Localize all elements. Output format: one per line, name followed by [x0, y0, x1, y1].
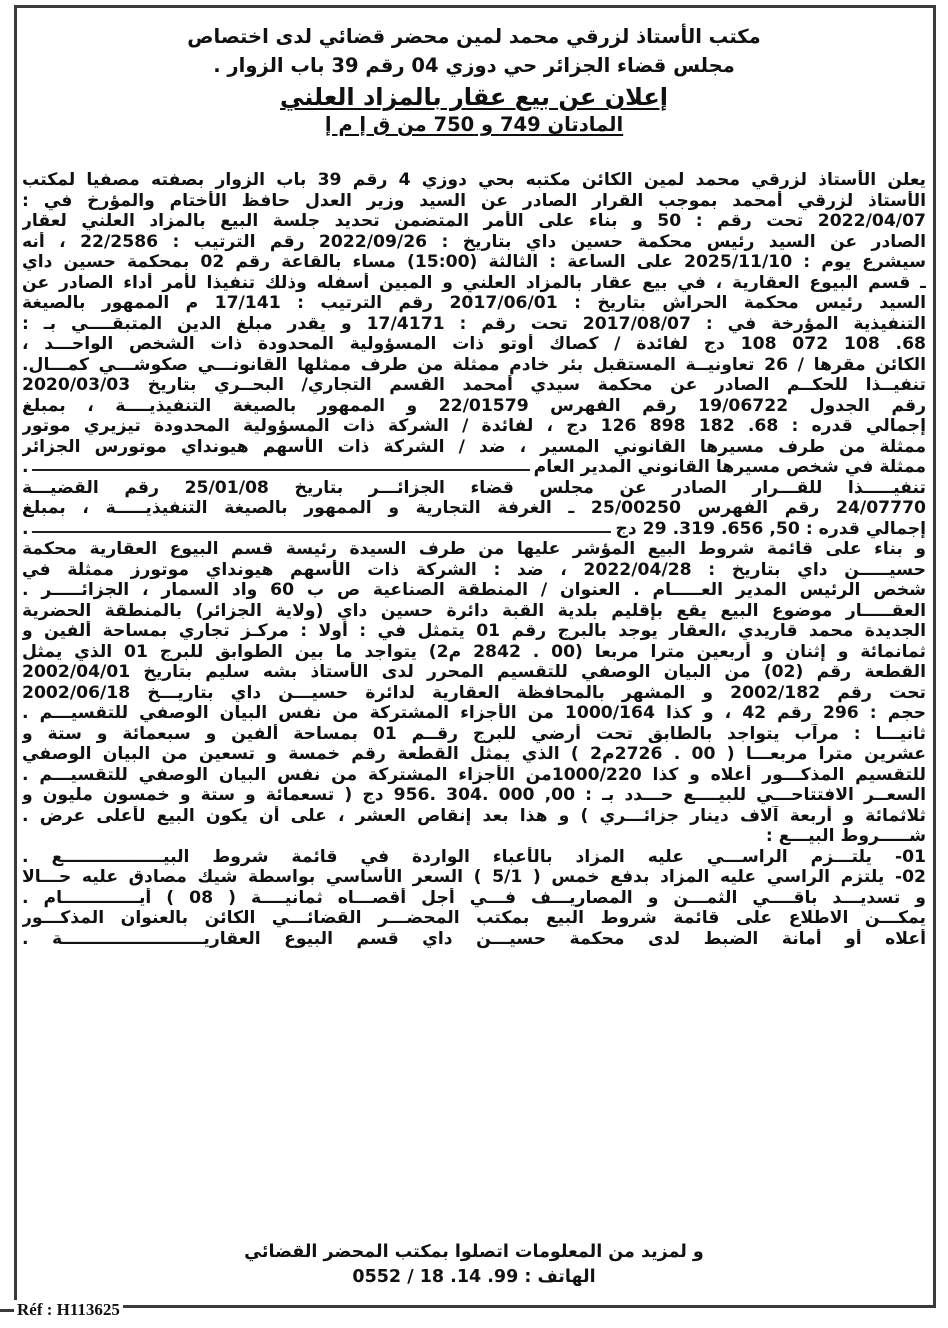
legal-articles: المادتان 749 و 750 من ق إ م إ: [324, 113, 624, 136]
closing-line: أعلاه أو أمانة الضبط لدى محكمة حسيـــن داي قسم البيوع العقاريــــــــــــــــــــــــة .: [22, 928, 926, 949]
body-line: القطعة رقم (02) من البيان الوصفي للتقسيم المحرر لدى الأستاذ بشه سليم بتاريخ 2002/04/01: [22, 662, 926, 682]
condition-item: 01- يلتـــزم الراســـي عليه المزاد بالأعباء الواردة في قائمة شروط البيـــــــــــــــــع .: [22, 846, 926, 867]
reference-bar: [0, 1300, 940, 1320]
body-line: ثلاثمائة و أربعة آلاف دينار جزائـــري ) و هذا بعد إنقاص العشر ، على أن يكون البيع لأعلى عرض .: [22, 805, 926, 826]
body-line: تحت رقم 2002/182 و المشهر بالمحافظة العقارية لدائرة حسيـــن داي بتاريـــخ 2002/06/18: [22, 682, 926, 703]
body-line: للتقسيم المذكـــور أعلاه و كذا 1000/220من الأجزاء المشتركة من نفس البيان الوصفي للتقسيـــم .: [22, 764, 926, 785]
office-address: مجلس قضاء الجزائر حي دوزي 04 رقم 39 باب الزوار .: [213, 54, 735, 77]
body-line: ثانيـــا : مرآب يتواجد بالطابق تحت أرضي للبرج رقــم 01 بمساحة ألفين و سبعمائة و ستة و: [22, 723, 926, 744]
condition-item: و تسديـــد باقــــي الثمـــن و المصاريـــف فـــي أجل أقصـــاه ثمانيــــة ( 08 ) أيـــــــــــــام .: [22, 887, 926, 908]
body-line: و بناء على قائمة شروط البيع المؤشر عليها من طرف السيدة رئيسة قسم البيوع العقارية محكمة: [22, 539, 926, 559]
period: .: [22, 518, 29, 539]
body-line: الكائن مقرها / 26 تعاونيــة المستقبل بئر خادم ممثلة من طرف ممثلها القانونـــي صكوشـــي كمـــال.: [22, 354, 926, 375]
body-line: حجم : 296 رقم 42 ، و كذا 1000/164 من الأجزاء المشتركة من نفس البيان الوصفي للتقسيـــم .: [22, 703, 926, 723]
announcement-header: [0, 22, 948, 138]
body-line: تنفيــذا للحكــم الصادر عن محكمة سيدي أمحمد القسم التجاري/ البحــري بتاريخ 2020/03/03: [22, 375, 926, 395]
body-line: 68. 108 072 108 دج لفائدة / كصاك أوتو ذات المسؤولية المحدودة ذات الشخص الواحـــد ،: [22, 334, 926, 354]
body-line-text: ممثلة في شخص مسيرها القانوني المدير العام: [533, 457, 926, 477]
body-line-ruled: [22, 519, 926, 540]
closing-line: يمكـــن الاطلاع على قائمة شروط البيع بمكتب المحضـــر القضائـــي الكائن بالعنوان المذكـــور: [22, 908, 926, 928]
reference-code: Réf : H113625: [14, 1300, 123, 1320]
announcement-title: إعلان عن بيع عقار بالمزاد العلني: [279, 83, 669, 111]
condition-item: 02- يلتزم الراسي عليه المزاد بدفع خمس ( 5/1 ) السعر الأساسي بواسطة شيك مصادق عليه حـــالا: [22, 867, 926, 887]
opening-price-line: السعــر الافتتاحـــي للبيــــع حـــدد بـ : 00, 000 .304 .956 دج ( تسعمائة و ستة و خمسون مليون و: [22, 785, 926, 805]
contact-info: و لمزيد من المعلومات اتصلوا بمكتب المحضر القضائي: [244, 1242, 704, 1262]
period: .: [22, 457, 29, 477]
body-line: 2022/04/07 تحت رقم : 50 و بناء على الأمر المتضمن تحديد جلسة البيع بالمزاد العلني لعقار: [22, 211, 926, 231]
body-line: رقم الجدول 19/06722 رقم الفهرس 22/01579 و الممهور بالصيغة التنفيذيــــة ، بمبلغ: [22, 395, 926, 416]
phone-number: الهاتف : 99. 14. 18 / 0552: [352, 1267, 596, 1287]
body-line: عشرين مترا مربعـــا ( 00 . 2726م2 ) الذي يمثل القطعة رقم خمسة و تسعين من البيان الوصفي: [22, 744, 926, 764]
body-line: الصادر عن السيد رئيس محكمة حسين داي بتاريخ : 2022/09/26 رقم الترتيب : 22/2586 ، أنه: [22, 231, 926, 252]
frame-edge: [0, 1309, 14, 1312]
body-line: العقـــــار موضوع البيع يقع بإقليم بلدية القبة دائرة حسين داي (ولاية الجزائر) بالمنطقة الحضرية: [22, 600, 926, 621]
body-line: التنفيذية المؤرخة في : 2017/08/07 تحت رقم : 17/4171 و يقدر مبلغ الدين المتبقــــي بـ :: [22, 313, 926, 334]
body-line: الأستاذ لزرقي أمحمد بموجب القرار الصادر عن السيد وزير العدل حافظ الأختام والمؤرخ في :: [22, 190, 926, 211]
fill-rule: [32, 531, 611, 533]
body-line: سيشرع يوم : 2025/11/10 على الساعة : الثالثة (15:00) مساء بالقاعة رقم 02 بمحكمة حسين داي: [22, 252, 926, 272]
body-line: حسيـــــن داي بتاريخ : 2022/04/28 ، ضد : الشركة ذات الأسهم هيونداي موتورز ممثلة في: [22, 559, 926, 580]
body-line: تنفيـــــذا للقـــرار الصادر عن مجلس قضاء الجزائـــر بتاريخ 25/01/08 رقم القضيـــة: [22, 477, 926, 498]
body-line: ـ قسم البيوع العقارية ، في بيع عقار بالمزاد العلني و المبين أسفله وذلك تنفيذا لأمر أداء الصادر عن: [22, 272, 926, 293]
body-line: الجديدة محمد قاريدي ،العقار يوجد بالبرج رقم 01 يتمثل في : أولا : مركـز تجاري بمساحة ألفين و: [22, 621, 926, 641]
body-line: يعلن الأستاذ لزرقي محمد لمين الكائن مكتبه بحي دوزي 4 رقم 39 باب الزوار بصفته مصفيا لمكتب: [22, 170, 926, 190]
body-line: ثمانمائة و إثنان و أربعين مترا مربعا (00 . 2842 م2) يتواجد ما بين الطوابق للبرج 01 الذي يمثل: [22, 641, 926, 662]
announcement-body: [22, 170, 926, 949]
total-amount: إجمالي قدره : 50, 656. 319. 29 دج: [615, 518, 926, 539]
body-line: 24/07770 رقم الفهرس 25/00250 ـ الغرفة التجارية و الممهور بالصيغة التنفيذيـــــة ، بمبلغ: [22, 498, 926, 518]
fill-rule: [32, 469, 529, 471]
body-line: شخص الرئيس المدير العـــــام . العنوان / المنطقة الصناعية ص ب 60 واد السمار ، الجزائـــــر .: [22, 580, 926, 600]
contact-footer: [0, 1240, 948, 1290]
body-line-ruled: [22, 457, 926, 478]
body-line: إجمالي قدره : 68. 182 898 126 دج ، لفائدة / الشركة ذات المسؤولية المحدودة تيزيري موتور: [22, 416, 926, 436]
office-name: مكتب الأستاذ لزرقي محمد لمين محضر قضائي لدى اختصاص: [187, 25, 761, 48]
body-line: السيد رئيس محكمة الحراش بتاريخ : 2017/06/01 رقم الترتيب : 17/141 م الممهور بالصيغة: [22, 293, 926, 313]
body-line: ممثلة من طرف مسيرها القانوني المسير ، ضد / الشركة ذات الأسهم هيونداي موتورس الجزائر: [22, 436, 926, 457]
conditions-heading: شـــــروط البيـــع :: [765, 826, 926, 846]
